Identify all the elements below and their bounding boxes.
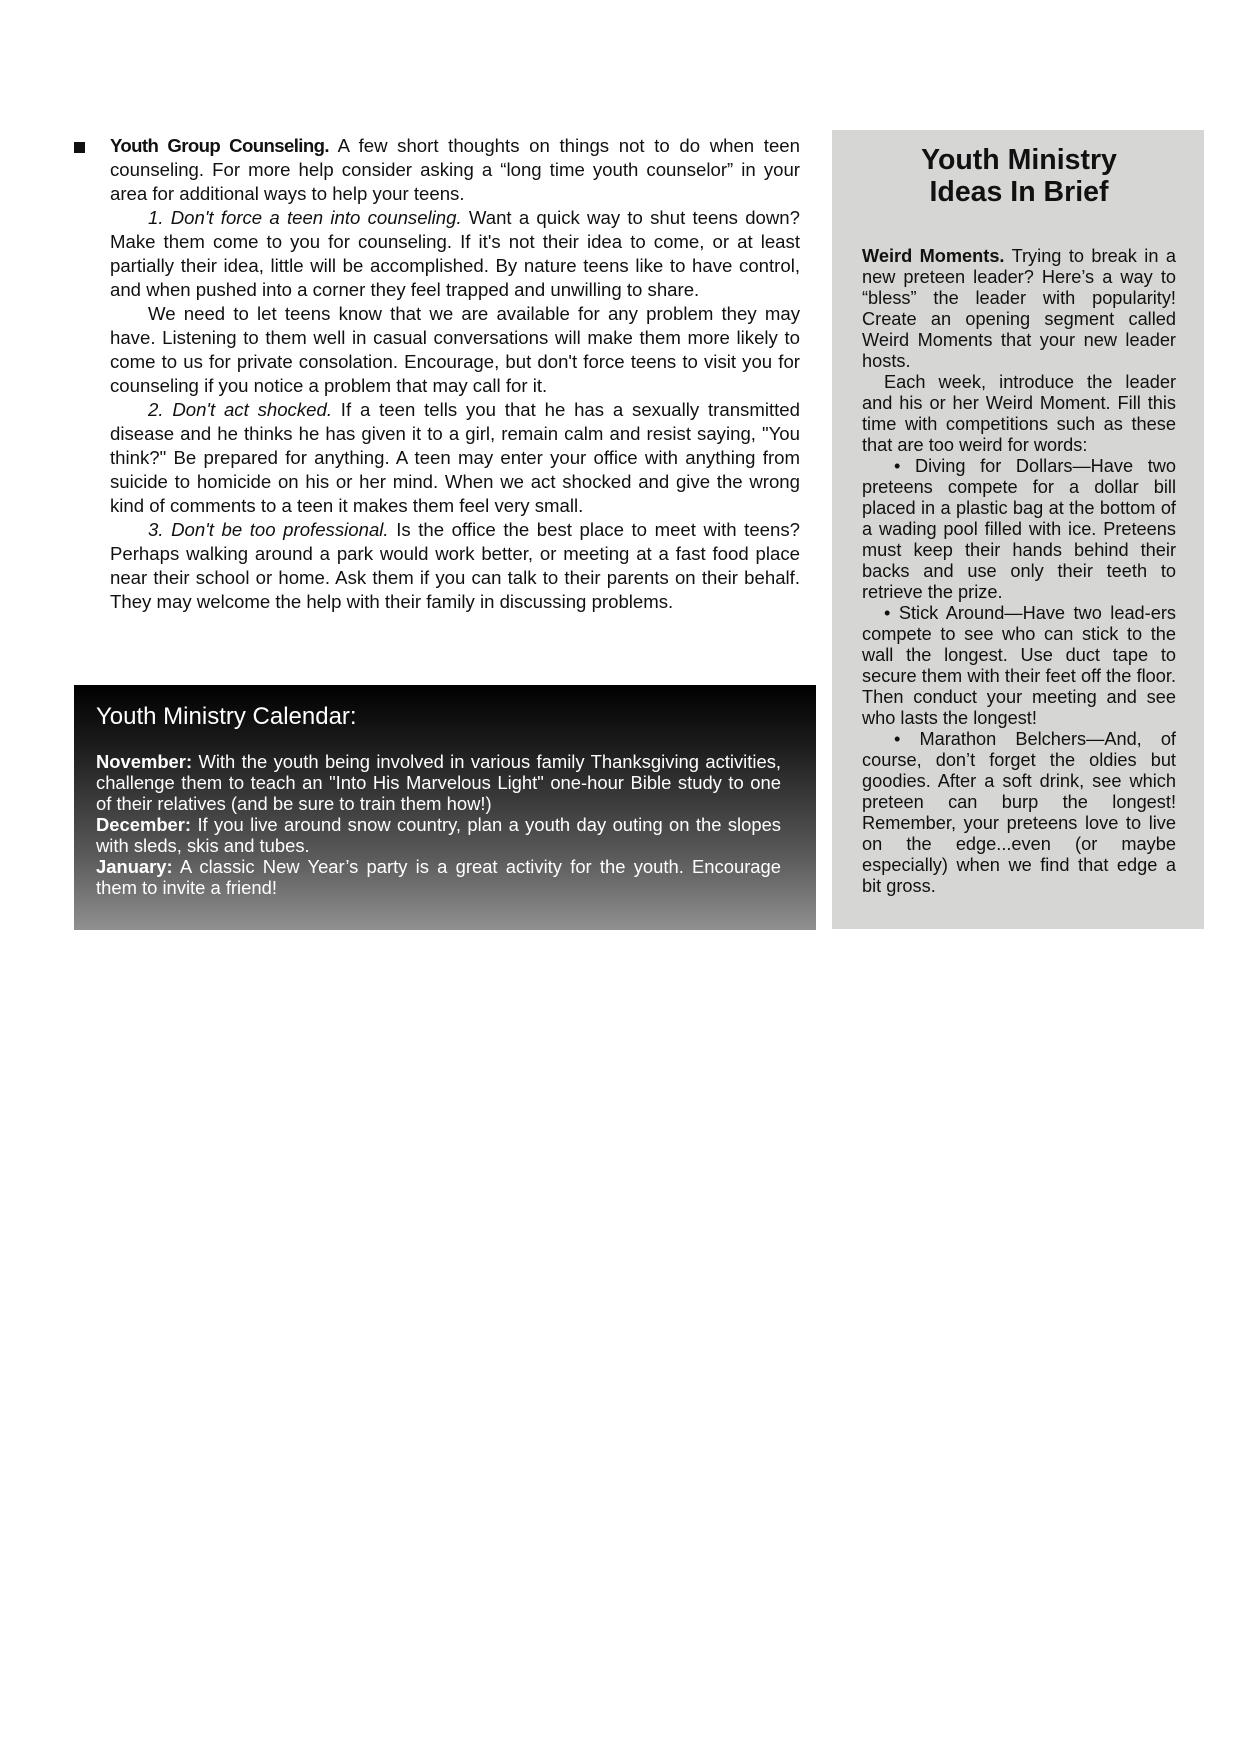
january-label: January: [96,856,173,877]
tip-1-title: 1. Don't force a teen into counseling. [148,207,462,228]
article-intro-text: A few short thoughts on things not to do when teen counseling. For more help consider asking a “long time youth counselor” in your area for additional ways to help your teens. [110,135,800,204]
calendar-title: Youth Ministry Calendar: [96,703,357,730]
tip-1-text: Want a quick way to shut teens down? Make them come to you for counseling. If it's not their idea to come, or at least partially their idea, little will be accomplished. By nature teens like to have control, and when pushed into a corner they feel trapped and unwilling to share. [110,207,800,300]
sidebar-title-line-2: Ideas In Brief [929,176,1109,208]
sidebar-title [862,144,1176,208]
sidebar-title-line-1: Youth Ministry [921,144,1117,176]
tip-2-title: 2. Don't act shocked. [148,399,332,420]
november-text: With the youth being involved in various family Thanksgiving activities, challenge them to teach an "Into His Marvelous Light" one-hour Bible study to one of their relatives (and be sure to train them how!) [96,751,781,814]
square-bullet-icon [74,142,85,153]
sidebar-intro [862,246,1176,372]
sidebar-item-marathon-belchers: • Marathon Belchers—And, of course, don’t forget the oldies but goodies. After a soft drink, see which preteen can burp the longest! Remember, your preteens love to live on the edge...even (or maybe especially) when we find that edge a bit gross. [862,729,1176,896]
january-text: A classic New Year’s party is a great activity for the youth. Encourage them to invite a friend! [96,856,781,898]
tip-2-text: If a teen tells you that he has a sexually transmitted disease and he thinks he has given it to a girl, remain calm and resist saying, "You think?" Be prepared for anything. A teen may enter your office with anything from suicide to homicide on his or her mind. When we act shocked and give the wrong kind of comments to a teen it makes them feel very small. [110,399,800,516]
article-lead: Youth Group Counseling. [110,135,329,156]
december-label: December: [96,814,192,835]
article-intro [110,134,800,206]
calendar-november [96,751,781,814]
tip-3-text: Is the office the best place to meet with teens? Perhaps walking around a park would work better, or meeting at a fast food place near their school or home. Ask them if you can talk to their parents on their behalf. They may welcome the help with their family in discussing problems. [110,519,800,612]
sidebar-item-stick-around: • Stick Around—Have two lead-ers compete to see who can stick to the wall the longest. Use duct tape to secure them with their feet off the floor. Then conduct your meeting and see who lasts the longest! [862,603,1176,728]
calendar-january [96,856,781,898]
tip-2 [110,398,800,518]
article-body [110,134,800,614]
december-text: If you live around snow country, plan a youth day outing on the slopes with sleds, skis and tubes. [96,814,781,856]
ideas-in-brief-sidebar [832,130,1204,929]
calendar-december [96,814,781,856]
november-label: November: [96,751,193,772]
sidebar-item-diving-for-dollars: • Diving for Dollars—Have two preteens compete for a dollar bill placed in a plastic bag at the bottom of a wading pool filled with ice. Preteens must keep their hands behind their backs and use only their teeth to retrieve the prize. [862,456,1176,602]
article-paragraph-2: We need to let teens know that we are available for any problem they may have. Listening to them well in casual conversations will make them more likely to come to us for private consolation. Encourage, but don't force teens to visit you for counseling if you notice a problem that may call for it. [110,303,800,396]
tip-3 [110,518,800,614]
sidebar-body [862,246,1176,897]
counseling-article [74,134,800,614]
calendar-body [96,751,781,898]
sidebar-intro-text: Trying to break in a new preteen leader? Here’s a way to “bless” the leader with popularity! Create an opening segment called Weird Moments that your new leader hosts. [862,246,1176,371]
tip-3-title: 3. Don't be too professional. [148,519,389,540]
sidebar-paragraph-2: Each week, introduce the leader and his or her Weird Moment. Fill this time with competitions such as these that are too weird for words: [862,372,1176,455]
sidebar-lead: Weird Moments. [862,246,1005,266]
tip-1 [110,206,800,302]
youth-ministry-calendar [74,685,816,930]
